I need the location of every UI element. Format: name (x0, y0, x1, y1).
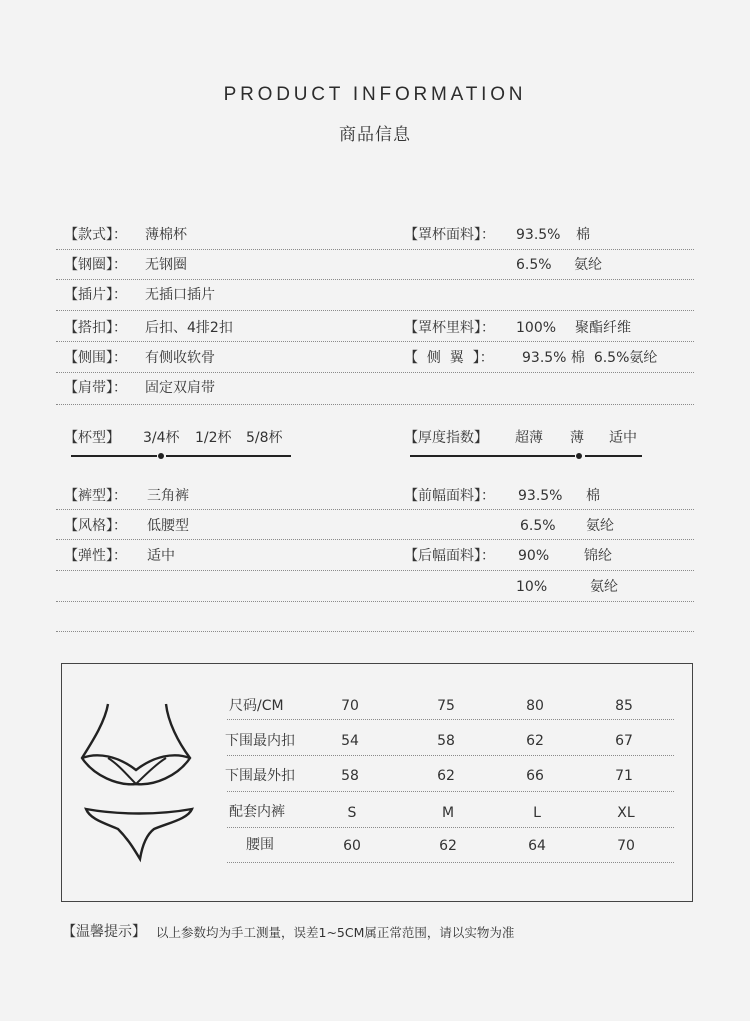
cup-type-option: 3/4杯 (143, 430, 180, 446)
divider (56, 249, 694, 250)
panty-outline-icon (84, 803, 194, 863)
spec-strap-value: 固定双肩带 (145, 380, 215, 396)
size-table-cell: 62 (437, 768, 455, 784)
thickness-slider-track-left (410, 455, 575, 457)
spec-style-value: 薄棉杯 (145, 227, 187, 243)
divider (56, 601, 694, 602)
front-fabric-mat2: 氨纶 (586, 518, 614, 534)
front-fabric-pct2: 6.5% (520, 518, 556, 534)
size-table-cell: 80 (526, 698, 544, 714)
size-table-cell: 75 (437, 698, 455, 714)
size-table-row-label: 下围最外扣 (225, 768, 295, 784)
divider (56, 404, 694, 405)
divider (56, 539, 694, 540)
spec-cup-fabric-pct2: 6.5% (516, 257, 552, 273)
thickness-option: 适中 (609, 430, 637, 446)
divider (56, 570, 694, 571)
page-title-cn: 商品信息 (339, 125, 411, 145)
spec-wing-label: 【 侧 翼 】： (404, 350, 494, 366)
divider (56, 372, 694, 373)
thickness-slider-track-right (585, 455, 642, 457)
spec-cup-fabric-mat2: 氨纶 (574, 257, 602, 273)
size-table-cell: 54 (341, 733, 359, 749)
spec-underwire-label: 【钢圈】： (64, 257, 127, 273)
spec-cup-lining-mat: 聚酯纤维 (575, 320, 631, 336)
size-table-cell: 66 (526, 768, 544, 784)
panty-style-value: 低腰型 (147, 518, 189, 534)
divider (56, 631, 694, 632)
spec-cup-lining-label: 【罩杯里料】： (404, 320, 495, 336)
divider (227, 862, 674, 863)
spec-style-label: 【款式】： (64, 227, 127, 243)
cup-type-option: 1/2杯 (195, 430, 232, 446)
front-fabric-mat1: 棉 (586, 488, 600, 504)
panty-type-label: 【裤型】： (64, 488, 127, 504)
size-table-cell: L (533, 805, 541, 821)
size-table-cell: 85 (615, 698, 633, 714)
size-table-cell: 64 (528, 838, 546, 854)
divider (227, 827, 674, 828)
back-fabric-mat2: 氨纶 (590, 579, 618, 595)
size-table-cell: 60 (343, 838, 361, 854)
size-table-cell: 71 (615, 768, 633, 784)
spec-cup-fabric-label: 【罩杯面料】： (404, 227, 495, 243)
spec-cup-fabric-pct1: 93.5% (516, 227, 561, 243)
notice-text: 以上参数均为手工测量，误差1~5CM属正常范围，请以实物为准 (156, 925, 515, 940)
size-table-cell: XL (617, 805, 635, 821)
size-table-cell: M (441, 805, 455, 821)
size-table-header-label: 尺码/CM (229, 698, 284, 714)
panty-style-label: 【风格】： (64, 518, 127, 534)
spec-cup-lining-pct: 100% (516, 320, 557, 336)
spec-wing-value: 93.5% 棉 6.5%氨纶 (522, 350, 658, 366)
size-table-cell: 62 (526, 733, 544, 749)
divider (56, 310, 694, 311)
back-fabric-pct2: 10% (516, 579, 548, 595)
divider (56, 509, 694, 510)
back-fabric-pct1: 90% (518, 548, 550, 564)
spec-clasp-value: 后扣、4排2扣 (145, 320, 233, 336)
divider (227, 755, 674, 756)
back-fabric-label: 【后幅面料】： (404, 548, 495, 564)
thickness-slider-handle (576, 453, 582, 459)
size-table-row-label: 腰围 (246, 837, 274, 853)
size-table-cell: 70 (617, 838, 635, 854)
spec-strap-label: 【肩带】： (64, 380, 127, 396)
spec-side-label: 【侧围】： (64, 350, 127, 366)
divider (227, 719, 674, 720)
spec-cup-fabric-mat1: 棉 (576, 227, 590, 243)
size-table-row-label: 下围最内扣 (225, 733, 295, 749)
size-table-cell: 62 (439, 838, 457, 854)
cup-type-slider-track-right (166, 455, 291, 457)
thickness-option: 薄 (570, 430, 584, 446)
panty-elastic-value: 适中 (147, 548, 175, 564)
cup-type-option: 5/8杯 (246, 430, 283, 446)
spec-underwire-value: 无钢圈 (145, 257, 187, 273)
size-table-cell: 58 (341, 768, 359, 784)
panty-elastic-label: 【弹性】： (64, 548, 127, 564)
cup-type-slider-handle (158, 453, 164, 459)
bra-outline-icon (78, 700, 198, 792)
thickness-option: 超薄 (515, 430, 543, 446)
cup-type-label: 【杯型】 (64, 430, 120, 446)
notice-label: 【温馨提示】 (62, 924, 146, 940)
panty-type-value: 三角裤 (147, 488, 189, 504)
spec-insert-label: 【插片】： (64, 287, 127, 303)
divider (56, 341, 694, 342)
divider (227, 791, 674, 792)
divider (56, 279, 694, 280)
spec-insert-value: 无插口插片 (145, 287, 215, 303)
size-table-cell: 67 (615, 733, 633, 749)
spec-clasp-label: 【搭扣】： (64, 320, 127, 336)
front-fabric-pct1: 93.5% (518, 488, 563, 504)
back-fabric-mat1: 锦纶 (584, 548, 612, 564)
spec-side-value: 有侧收软骨 (145, 350, 215, 366)
thickness-label: 【厚度指数】 (404, 430, 488, 446)
front-fabric-label: 【前幅面料】： (404, 488, 495, 504)
size-table-cell: 70 (341, 698, 359, 714)
size-table-row-label: 配套内裤 (229, 804, 285, 820)
size-table-cell: S (347, 805, 357, 821)
page-title-en: PRODUCT INFORMATION (223, 84, 527, 105)
cup-type-slider-track-left (71, 455, 157, 457)
size-table-cell: 58 (437, 733, 455, 749)
